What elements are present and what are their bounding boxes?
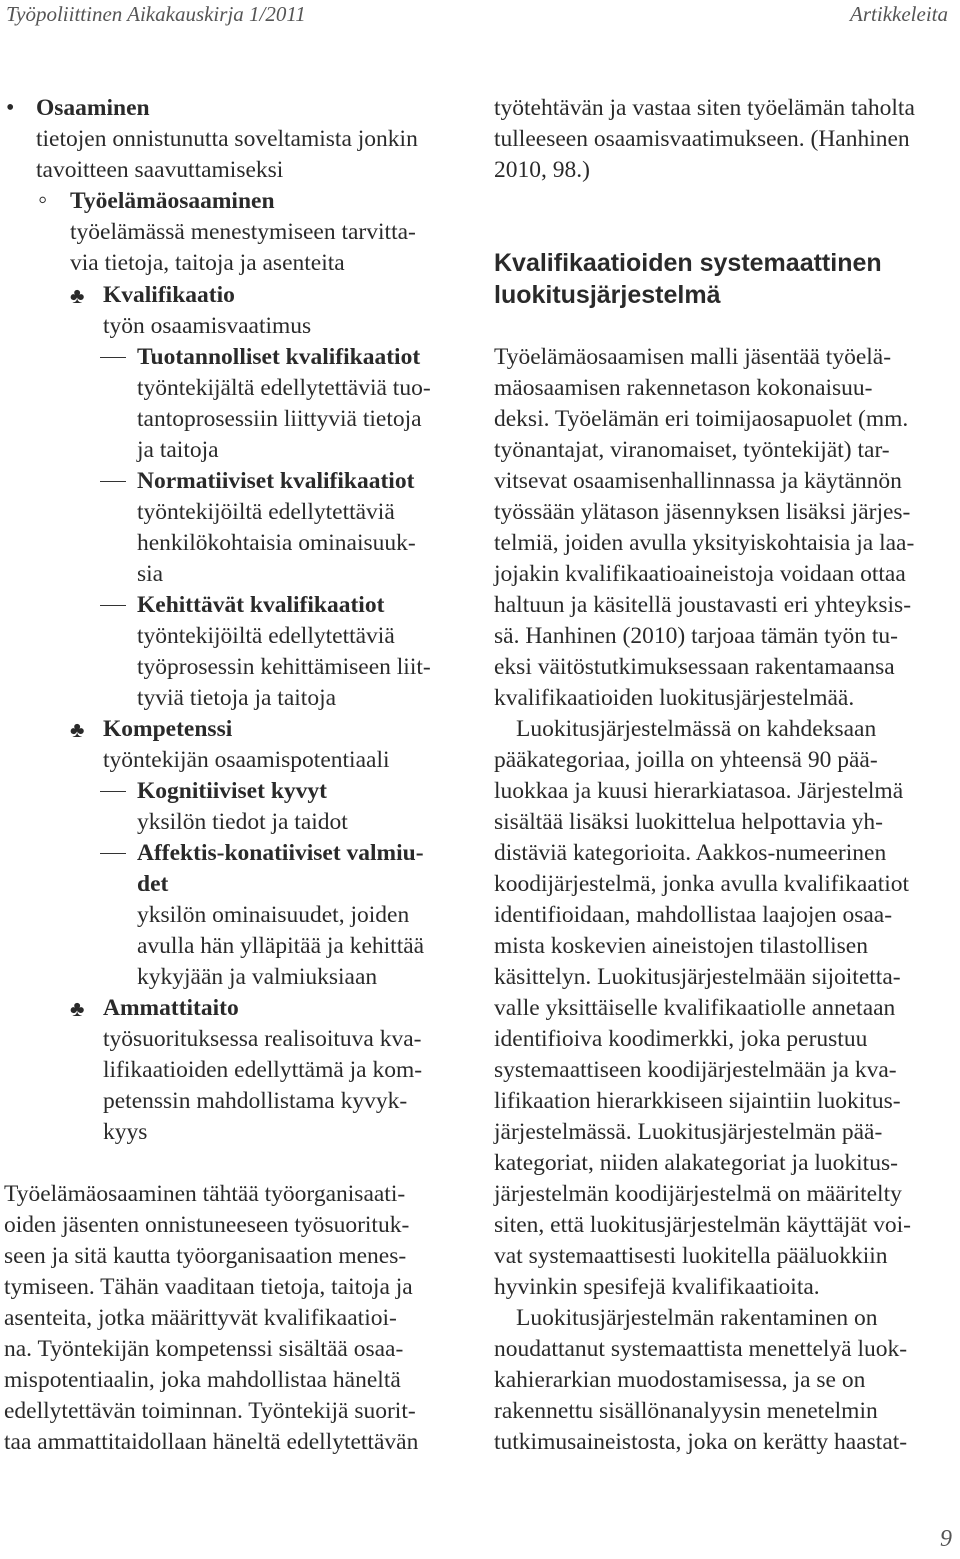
- right-column-line: luokkaa ja kuusi hierarkiatasoa. Järjestelmä: [494, 778, 904, 804]
- right-column-line: kvalifikaatioiden luokitusjärjestelmää.: [494, 685, 855, 711]
- right-column-line: koodijärjestelmä, jonka avulla kvalifikaatiot: [494, 871, 910, 897]
- outline-heading: Työelämäosaaminen: [70, 188, 275, 214]
- outline-text: henkilökohtaisia ominaisuuk-: [137, 530, 416, 556]
- outline-text: avulla hän ylläpitää ja kehittää: [137, 933, 425, 959]
- right-column-line: hyvinkin spesifejä kvalifikaatioita.: [494, 1274, 820, 1300]
- left-paragraph-line: asenteita, jotka määrittyvät kvalifikaatioi-: [4, 1305, 397, 1331]
- right-column-line: mista koskevien aineistojen tilastollisen: [494, 933, 868, 959]
- outline-text: tantoprosessiin liittyviä tietoja: [137, 406, 422, 432]
- left-paragraph-line: taa ammattitaidollaan häneltä edellytettävän: [4, 1429, 419, 1455]
- outline-text: yksilön tiedot ja taidot: [137, 809, 348, 835]
- right-column-line: lifikaation hierarkkiseen sijaintiin luokitus-: [494, 1088, 901, 1114]
- right-column-line: deksi. Työelämän eri toimijaosapuolet (mm.: [494, 406, 909, 432]
- outline-text: tietojen onnistunutta soveltamista jonkin: [36, 126, 418, 152]
- outline-heading: Ammattitaito: [103, 995, 239, 1021]
- right-column-line: järjestelmän koodijärjestelmä on määritelty: [494, 1181, 902, 1207]
- right-column-line: järjestelmässä. Luokitusjärjestelmän pää-: [494, 1119, 883, 1145]
- outline-text: via tietoja, taitoja ja asenteita: [70, 250, 345, 276]
- outline-text: työn osaamisvaatimus: [103, 313, 312, 339]
- left-paragraph-line: seen ja sitä kautta työorganisaation menes-: [4, 1243, 407, 1269]
- outline-text: työntekijän osaamispotentiaali: [103, 747, 390, 773]
- right-column-line: telmiä, joiden avulla yksityiskohtaisia ja laa-: [494, 530, 915, 556]
- right-column-line: sä. Hanhinen (2010) tarjoaa tämän työn tu-: [494, 623, 898, 649]
- outline-text: kyys: [103, 1119, 148, 1145]
- running-header-journal: Työpoliittinen Aikakauskirja 1/2011: [6, 2, 306, 26]
- outline-text: työntekijöiltä edellytettäviä: [137, 623, 395, 649]
- right-column-line: Luokitusjärjestelmän rakentaminen on: [516, 1305, 878, 1331]
- outline-text: sia: [137, 561, 164, 587]
- dash-bullet-icon: [100, 853, 126, 854]
- page-number: 9: [940, 1526, 952, 1552]
- right-column-line: systemaattiseen koodijärjestelmään ja kva-: [494, 1057, 897, 1083]
- right-column-line: työssään ylätason jäsennyksen lisäksi järjes-: [494, 499, 911, 525]
- right-column-line: vat systemaattisesti luokitella pääluokkiin: [494, 1243, 888, 1269]
- right-column-line: Työelämäosaamisen malli jäsentää työelä-: [494, 344, 892, 370]
- right-column-line: identifioiva koodimerkki, joka perustuu: [494, 1026, 868, 1052]
- right-column-line: identifioidaan, mahdollistaa laajojen osaa-: [494, 902, 893, 928]
- right-column-line: mäosaamisen rakennetason kokonaisuu-: [494, 375, 873, 401]
- outline-text: petenssin mahdollistama kyvyk-: [103, 1088, 408, 1114]
- running-header-section: Artikkeleita: [850, 2, 948, 26]
- right-column-line: työnantajat, viranomaiset, työntekijät) tar-: [494, 437, 890, 463]
- right-column-line: käsittelyn. Luokitusjärjestelmään sijoitetta-: [494, 964, 901, 990]
- outline-heading: Normatiiviset kvalifikaatiot: [137, 468, 415, 494]
- right-column-line: valle yksittäiselle kvalifikaatiolle annetaan: [494, 995, 896, 1021]
- right-column-line: eksi väitöstutkimuksessaan rakentamaansa: [494, 654, 895, 680]
- club-bullet-icon: ♣: [70, 283, 85, 308]
- right-column-line: noudattanut systemaattista menettelyä luok-: [494, 1336, 908, 1362]
- right-column-line: kategoriat, niiden alakategoriat ja luokitus-: [494, 1150, 898, 1176]
- right-column-line: sisältää lisäksi luokittelua helpottavia yh-: [494, 809, 883, 835]
- club-bullet-icon: ♣: [70, 996, 85, 1021]
- right-column-line: rakennettu sisällönanalyysin menetelmin: [494, 1398, 878, 1424]
- club-bullet-icon: ♣: [70, 717, 85, 742]
- left-paragraph-line: Työelämäosaaminen tähtää työorganisaati-: [4, 1181, 406, 1207]
- left-paragraph-line: edellytettävän toiminnan. Työntekijä suorit-: [4, 1398, 416, 1424]
- bullet-bullet-icon: •: [6, 95, 15, 121]
- left-paragraph-line: oiden jäsenten onnistuneeseen työsuorituk-: [4, 1212, 410, 1238]
- outline-text: työntekijöiltä edellytettäviä: [137, 499, 395, 525]
- outline-heading: Kognitiiviset kyvyt: [137, 778, 327, 804]
- right-column-line: pääkategoriaa, joilla on yhteensä 90 pää-: [494, 747, 878, 773]
- dash-bullet-icon: [100, 481, 126, 482]
- outline-heading: Tuotannolliset kvalifikaatiot: [137, 344, 421, 370]
- outline-heading: Affektis-konatiiviset valmiu-: [137, 840, 424, 866]
- outline-heading: Kompetenssi: [103, 716, 233, 742]
- outline-text: tyviä tietoja ja taitoja: [137, 685, 337, 711]
- right-column-line: työtehtävän ja vastaa siten työelämän taholta: [494, 95, 915, 121]
- outline-text: työprosessin kehittämiseen liit-: [137, 654, 431, 680]
- right-column-line: Luokitusjärjestelmässä on kahdeksaan: [516, 716, 877, 742]
- left-paragraph-line: mispotentiaalin, joka mahdollistaa häneltä: [4, 1367, 401, 1393]
- right-column-line: kahierarkian muodostamisessa, ja se on: [494, 1367, 866, 1393]
- outline-text: työelämässä menestymiseen tarvitta-: [70, 219, 416, 245]
- outline-heading: Kehittävät kvalifikaatiot: [137, 592, 385, 618]
- right-column-line: jojakin kvalifikaatioaineistoja voidaan ottaa: [494, 561, 906, 587]
- outline-heading: det: [137, 871, 169, 897]
- outline-text: lifikaatioiden edellyttämä ja kom-: [103, 1057, 423, 1083]
- right-column-line: haltuun ja käsitellä joustavasti eri yhteyksis-: [494, 592, 912, 618]
- outline-text: työntekijältä edellytettäviä tuo-: [137, 375, 431, 401]
- right-column-line: vitsevat osaamisenhallinnassa ja käytännön: [494, 468, 902, 494]
- outline-text: tavoitteen saavuttamiseksi: [36, 157, 284, 183]
- outline-text: ja taitoja: [137, 437, 219, 463]
- right-column-line: distäviä kategorioita. Aakkos-numeerinen: [494, 840, 887, 866]
- right-column-line: 2010, 98.): [494, 157, 590, 183]
- outline-text: yksilön ominaisuudet, joiden: [137, 902, 410, 928]
- dash-bullet-icon: [100, 357, 126, 358]
- left-paragraph-line: na. Työntekijän kompetenssi sisältää osaa-: [4, 1336, 404, 1362]
- dash-bullet-icon: [100, 791, 126, 792]
- outline-text: kykyjään ja valmiuksiaan: [137, 964, 378, 990]
- outline-heading: Kvalifikaatio: [103, 282, 235, 308]
- right-column-line: tulleeseen osaamisvaatimukseen. (Hanhinen: [494, 126, 910, 152]
- right-column-line: tutkimusaineistosta, joka on kerätty haastat-: [494, 1429, 908, 1455]
- right-column-line: siten, että luokitusjärjestelmän käyttäjät voi-: [494, 1212, 912, 1238]
- circle-bullet-icon: ◦: [38, 185, 48, 214]
- section-heading: luokitusjärjestelmä: [494, 281, 721, 309]
- left-paragraph-line: tymiseen. Tähän vaaditaan tietoja, taitoja ja: [4, 1274, 413, 1300]
- section-heading: Kvalifikaatioiden systemaattinen: [494, 249, 882, 277]
- outline-text: työsuorituksessa realisoituva kva-: [103, 1026, 422, 1052]
- dash-bullet-icon: [100, 605, 126, 606]
- outline-heading: Osaaminen: [36, 95, 150, 121]
